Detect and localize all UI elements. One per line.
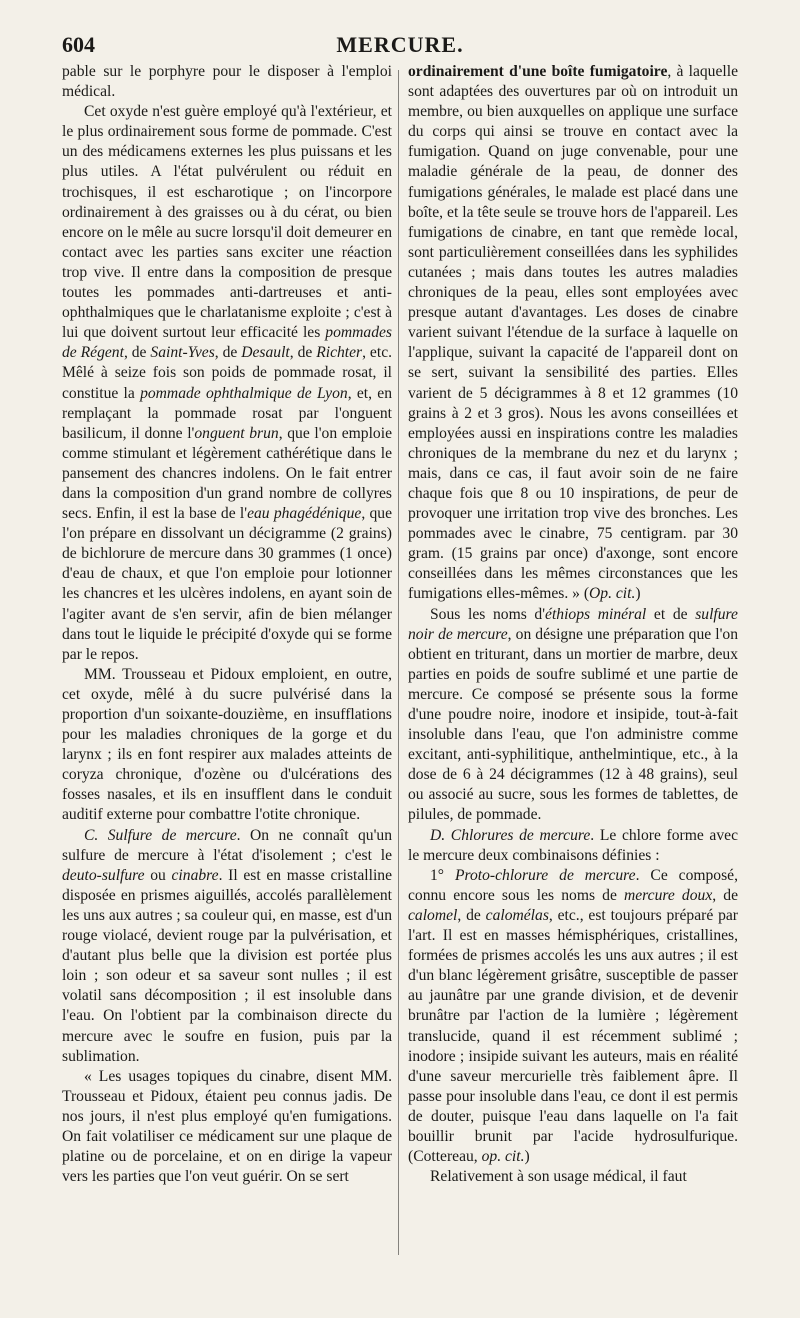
italic-text: calomel	[408, 906, 458, 924]
emphasis-text: ordinairement d'une boîte fumigatoire	[408, 63, 668, 80]
text-run: 1°	[430, 866, 455, 884]
page-number: 604	[62, 32, 95, 57]
italic-text: sulfure noir de mercure	[408, 605, 738, 643]
italic-text: Saint-Yves	[150, 344, 215, 362]
italic-text: Proto-chlorure de mercure	[454, 866, 636, 884]
text-run: . Le chlore forme avec le mercure deux combinaisons définies :	[408, 826, 738, 864]
italic-text: D. Chlorures de mercure	[430, 826, 591, 844]
paragraph	[62, 665, 392, 826]
paragraph	[408, 605, 738, 826]
paragraph	[408, 1167, 738, 1187]
text-run: , que l'on emploie comme stimulant et légèrement cathérétique dans le pansement des chancres indolens. On le fait entrer dans la composition d'un grand nombre de collyres secs. Enfin, il est la base de l'	[62, 424, 392, 523]
text-run: Sous les noms d'	[430, 605, 546, 623]
text-run: et de	[646, 605, 696, 623]
text-run: . On ne connaît qu'un sulfure de mercure à l'état d'isolement ; c'est le	[62, 826, 393, 864]
text-run: , à laquelle sont adaptées des ouvertures par où on introduit un membre, ou bien auxquelles on applique une surface du corps qui ainsi se trouve en contact avec la fumigation. Quand on juge convenable, pour une maladie générale de la peau, de donner des fumigations générales, le malade est placé dans une boîte, et la tête seule se trouve hors de l'appareil. Les fumigations de cinabre, en tant que remède local, sont particulièrement conseillées dans les syphilides cutanées ; mais dans toutes les autres maladies chroniques de la peau, elles sont employées avec presque autant d'avantages. Les doses de cinabre varient suivant l'étendue de la surface à laquelle on l'applique, suivant la capacité de l'appareil dont on se sert, suivant la sensibilité des parties. Elles varient de 5 décigrammes à 8 et 12 grammes (10 grains à 2 et 3 gros). Nous les avons conseillées et employées aussi en inspirations contre les maladies chroniques de la membrane du nez et du larynx ; mais, dans ce cas, il faut avoir soin de ne faire chaque fois que 8 ou 10 inspirations, de peur de provoquer une irritation trop vive des bronches. Les pommades avec le cinabre, 75 centigram. par 30 gram. (15 grains par once) d'axonge, sont encore conseillées dans les mêmes circonstances que les fumigations elles-mêmes. » (	[408, 63, 738, 603]
italic-text: Op. cit.	[589, 585, 636, 603]
text-run: pable sur le porphyre pour le disposer à l'emploi médical.	[62, 63, 392, 101]
text-run: , de	[457, 906, 486, 924]
text-run: )	[635, 585, 641, 603]
left-column	[62, 62, 392, 1187]
right-column	[408, 62, 738, 1187]
italic-text: Richter	[316, 344, 363, 362]
italic-text: op. cit.	[481, 1148, 525, 1166]
text-run: . Ce composé, connu encore sous les noms de	[408, 866, 738, 904]
text-run: , on désigne une préparation que l'on obtient en triturant, dans un mortier de marbre, deux parties en poids de soufre sublimé et une partie de mercure. Ce composé se présente sous la forme d'une poudre noire, inodore et insipide, tout-à-fait insoluble dans l'eau, que l'on administre comme excitant, anti-syphilitique, anthelmintique, etc., à la dose de 6 à 24 décigrammes (12 à 48 grains), seul ou associé au sucre, sous les formes de tablettes, de pilules, de pommade.	[408, 625, 738, 824]
page-header	[62, 30, 738, 64]
paragraph	[408, 62, 738, 605]
italic-text: eau phagédénique	[247, 505, 362, 523]
italic-text: éthiops minéral	[545, 605, 647, 623]
text-run: Cet oxyde n'est guère employé qu'à l'extérieur, et le plus ordinairement sous forme de pommade. C'est un des médicamens externes les plus puissans et les plus utiles. A l'état pulvérulent ou réduit en trochisques, il est escharotique ; on l'incorpore ordinairement à des graisses ou à du cérat, ou bien encore on le mêle au sucre lorsqu'il doit demeurer en contact avec les parties sans exciter une réaction trop vive. Il entre dans la composition de presque toutes les pommades anti-dartreuses et anti-ophthalmiques que le charlatanisme exploite ; c'est à lui que doivent surtout leur efficacité les	[62, 103, 392, 342]
text-run: « Les usages topiques du cinabre, disent MM. Trousseau et Pidoux, étaient peu connus jadis. De nos jours, il n'est plus employé qu'en fumigations. On fait volatiliser ce médicament sur une plaque de platine ou de porcelaine, et on en dirige la vapeur vers les parties que l'on veut guérir. On se sert	[62, 1067, 392, 1186]
text-run: , de	[214, 344, 242, 362]
text-run: ou	[144, 866, 172, 884]
italic-text: onguent brun	[194, 424, 279, 442]
text-run: , que l'on prépare en dissolvant un décigramme (2 grains) de bichlorure de mercure dans 30 grammes (1 once) d'eau de chaux, et que l'on emploie pour lotionner les chancres et les ulcères indolens, en ayant soin de l'agiter avant de s'en servir, afin de bien mélanger dans tout le liquide le précipité d'oxyde qui se forme par le repos.	[62, 505, 392, 663]
text-run: , etc. Mêlé à seize fois son poids de pommade rosat, il constitue la	[62, 344, 393, 402]
text-run: , de	[123, 344, 151, 362]
italic-text: Desault	[241, 344, 290, 362]
italic-text: C. Sulfure de mercure	[84, 826, 237, 844]
text-run: )	[524, 1148, 530, 1166]
italic-text: deuto-sulfure	[62, 866, 145, 884]
text-run: , de	[289, 344, 317, 362]
paragraph	[62, 102, 392, 665]
running-title: MERCURE.	[336, 32, 464, 57]
paragraph	[62, 826, 392, 1067]
italic-text: mercure doux	[624, 886, 713, 904]
italic-text: pommades de Régent	[62, 324, 392, 362]
paragraph	[62, 62, 392, 102]
paragraph	[408, 826, 738, 866]
text-run: , et, en remplaçant la pommade rosat par l'onguent basilicum, il donne l'	[62, 384, 392, 442]
paragraph	[62, 1067, 392, 1188]
italic-text: cinabre	[171, 866, 219, 884]
text-run: MM. Trousseau et Pidoux emploient, en outre, cet oxyde, mêlé à du sucre pulvérisé dans la proportion d'un soixante-douzième, en insufflations pour les maladies chroniques de la gorge et du larynx ; ils en font respirer aux malades atteints de coryza chronique, d'ozène ou d'ulcérations des fosses nasales, et ils en insufflent dans le conduit auditif externe pour combattre l'otite chronique.	[62, 665, 392, 824]
text-run: . Il est en masse cristalline disposée en prismes aiguillés, accolés parallèlement les uns aux autres ; sa couleur qui, en masse, est d'un rouge violacé, devient rouge par la pulvérisation, et d'autant plus belle que la division est portée plus loin ; son odeur et sa saveur sont nulles ; il est volatil sans décomposition ; il est insoluble dans l'eau. On l'obtient par la combinaison directe du mercure avec le soufre en fusion, puis par la sublimation.	[62, 866, 392, 1065]
italic-text: calomélas	[485, 906, 549, 924]
paragraph	[408, 866, 738, 1167]
text-run: Relativement à son usage médical, il faut	[430, 1168, 687, 1186]
text-run: , de	[712, 886, 738, 904]
column-divider	[398, 70, 399, 1255]
italic-text: pommade ophthalmique de Lyon	[140, 384, 348, 402]
text-run: , etc., est toujours préparé par l'art. Il est en masses hémisphériques, cristallines, formées de prismes accolés les uns aux autres ; il est d'un blanc légèrement grisâtre, susceptible de passer au jaunâtre par une grande division, et de devenir brunâtre par l'action de la lumière ; légèrement translucide, quand il est récemment sublimé ; inodore ; insipide suivant les auteurs, mais en réalité d'une saveur mercurielle très faiblement âpre. Il passe pour insoluble dans l'eau, ce dont il est permis de douter, puisque l'eau dans laquelle on l'a fait bouillir brunit par l'acide hydrosulfurique. (Cottereau,	[408, 906, 738, 1166]
